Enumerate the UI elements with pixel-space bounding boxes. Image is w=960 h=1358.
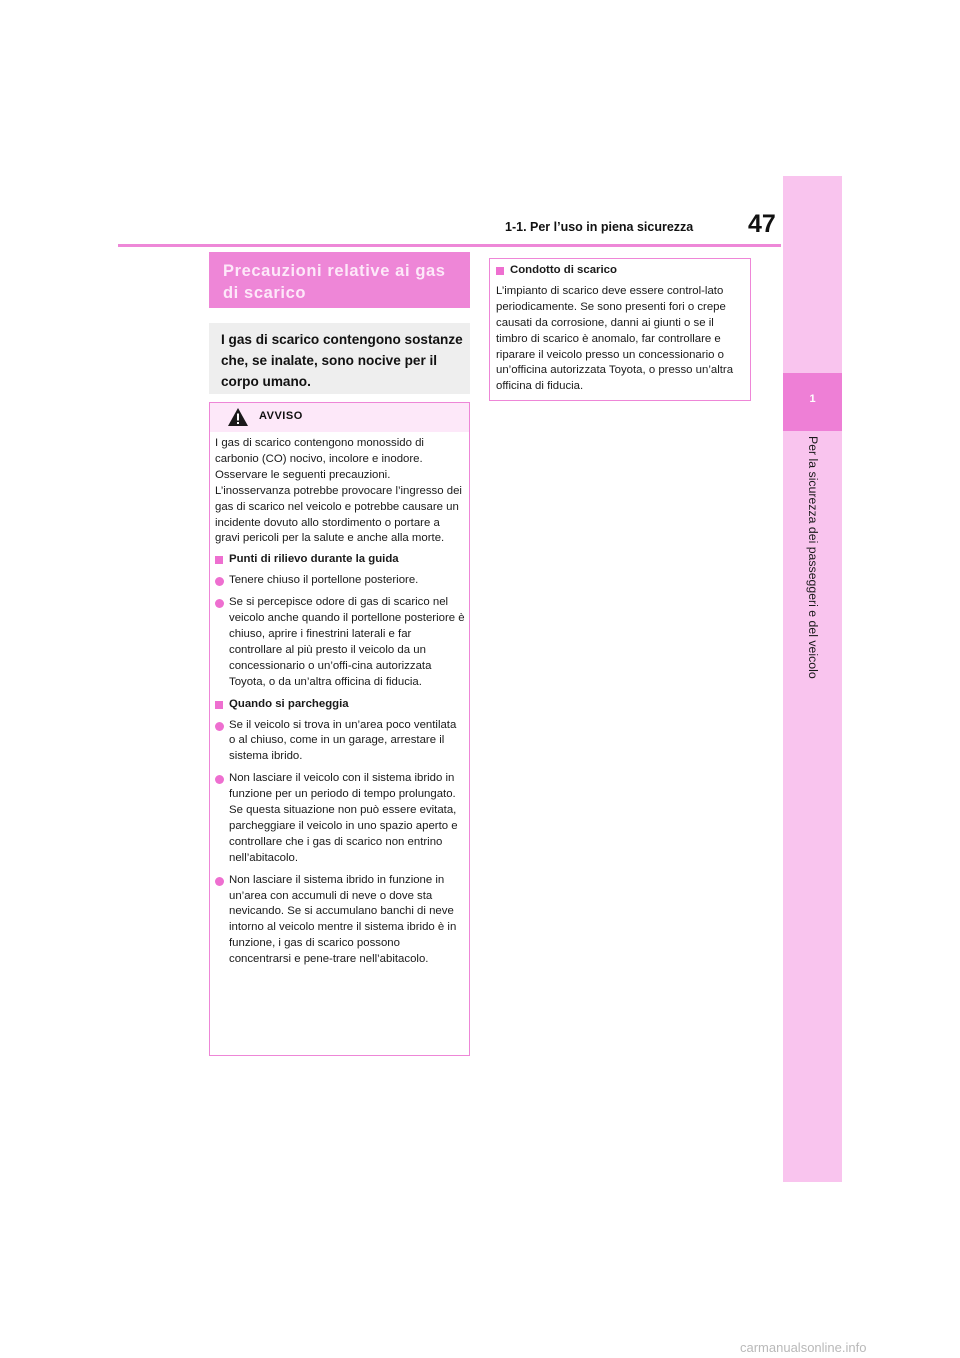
warning-triangle-icon (227, 407, 249, 427)
list-item (215, 595, 465, 690)
exhaust-pipe-body (496, 263, 746, 400)
warning-body (215, 436, 465, 974)
section-banner (209, 252, 470, 308)
subheading-label: Quando si parcheggia (229, 697, 349, 710)
round-bullet-icon (215, 577, 224, 586)
subheading-label: Punti di rilievo durante la guida (229, 553, 399, 566)
list-item (215, 718, 465, 766)
exhaust-pipe-box (489, 258, 751, 401)
page-number: 47 (748, 210, 776, 238)
subheading-label: Condotto di scarico (510, 264, 617, 276)
warning-box (209, 402, 470, 1056)
list-item-text: Se si percepisce odore di gas di scarico nel veicolo anche quando il portellone posteriore è chiuso, aprire i finestrini laterali e far controllare al più presto il veicolo da un concessionario o un’offi-cina autorizzata Toyota, o da un’altra officina di fiducia. (229, 596, 465, 688)
exhaust-pipe-text: L’impianto di scarico deve essere control-lato periodicamente. Se sono presenti fori o crepe causati da corrosione, danni ai giunti o se il timbro di scarico è anomalo, far controllare e riparare il veicolo presso un concessionario o un’officina autorizzata Toyota, o presso un’altra officina di fiducia. (496, 284, 734, 393)
list-item (215, 573, 465, 589)
square-bullet-icon (496, 267, 504, 275)
watermark: carmanualsonline.info (740, 1340, 867, 1355)
round-bullet-icon (215, 877, 224, 886)
warning-intro: I gas di scarico contengono monossido di carbonio (CO) nocivo, incolore e inodore. Osservare le seguenti precauzioni. L’inosservanza potrebbe provocare l’ingresso dei gas di scarico nel veicolo e potrebbe causare un incidente dovuto allo stordimento o portare a gravi pericoli per la salute e anche alla morte. (215, 437, 462, 545)
warning-label: AVVISO (259, 410, 303, 422)
intro-box (209, 323, 470, 394)
chapter-number: 1 (809, 393, 816, 405)
warning-subheading (215, 697, 465, 713)
list-item (215, 873, 465, 968)
warning-subheading (215, 552, 465, 568)
square-bullet-icon (215, 556, 223, 564)
list-item (215, 771, 465, 866)
exhaust-pipe-subheading (496, 263, 746, 279)
round-bullet-icon (215, 775, 224, 784)
list-item-text: Se il veicolo si trova in un’area poco ventilata o al chiuso, come in un garage, arrestare il sistema ibrido. (229, 718, 457, 763)
header-divider (118, 244, 781, 247)
intro-text: I gas di scarico contengono sostanze che, se inalate, sono nocive per il corpo umano. (221, 332, 463, 389)
list-item-text: Non lasciare il veicolo con il sistema ibrido in funzione per un periodo di tempo prolungato. Se questa situazione non può essere evitata, parcheggiare il veicolo in uno spazio aperto e controllare che i gas di scarico non entrino nell’abitacolo. (229, 772, 458, 864)
round-bullet-icon (215, 599, 224, 608)
round-bullet-icon (215, 722, 224, 731)
list-item-text: Tenere chiuso il portellone posteriore. (229, 574, 419, 587)
warning-header (210, 403, 469, 432)
section-title: Precauzioni relative ai gas di scarico (223, 262, 446, 302)
list-item-text: Non lasciare il sistema ibrido in funzione in un’area con accumuli di neve o dove sta nevicando. Se si accumulano banchi di neve intorno al veicolo mentre il sistema ibrido è in funzione, i gas di scarico possono concentrarsi e pene-trare nell’abitacolo. (229, 873, 457, 966)
chapter-title: Per la sicurezza dei passeggeri e del veicolo (806, 436, 820, 679)
square-bullet-icon (215, 701, 223, 709)
header-section-title: 1-1. Per l’uso in piena sicurezza (505, 220, 694, 234)
